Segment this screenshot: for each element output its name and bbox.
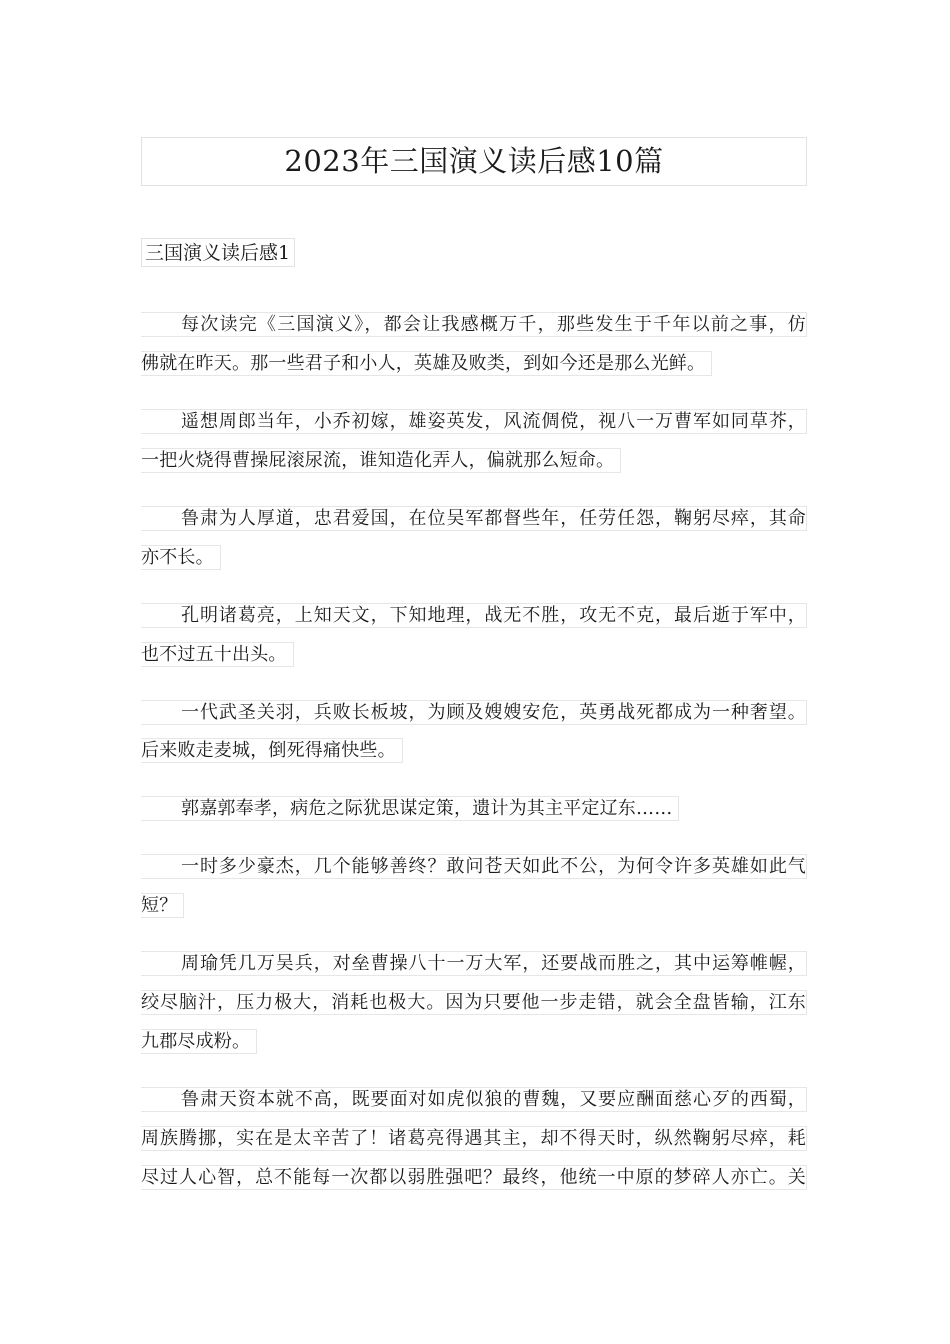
title-box [141, 137, 807, 186]
paragraph-9-line-3: 尽过人心智，总不能每一次都以弱胜强吧？最终，他统一中原的梦碎人亦亡。关 [141, 1167, 806, 1188]
paragraph-6-line-1: 郭嘉郭奉孝，病危之际犹思谋定策，遗计为其主平定辽东…… [141, 796, 679, 821]
paragraph-5-line-1: 一代武圣关羽，兵败长板坡，为顾及嫂嫂安危，英勇战死都成为一种奢望。 [141, 700, 807, 725]
paragraph-4-line-2: 也不过五十出头。 [141, 642, 294, 667]
paragraph-9-line-1: 鲁肃天资本就不高，既要面对如虎似狼的曹魏，又要应酬面慈心歹的西蜀， [141, 1087, 807, 1112]
paragraph-3-line-2: 亦不长。 [141, 545, 221, 570]
paragraph-7-line-2: 短？ [141, 893, 184, 918]
paragraph-4-line-1: 孔明诸葛亮，上知天文，下知地理，战无不胜，攻无不克，最后逝于军中， [141, 603, 807, 628]
paragraph-8-line-2: 绞尽脑汁，压力极大，消耗也极大。因为只要他一步走错，就会全盘皆输，江东 [141, 992, 806, 1013]
paragraph-8-line-3: 九郡尽成粉。 [141, 1029, 257, 1054]
paragraph-1-line-2: 佛就在昨天。那一些君子和小人，英雄及败类，到如今还是那么光鲜。 [141, 351, 712, 376]
paragraph-1-line-1: 每次读完《三国演义》，都会让我感概万千，那些发生于千年以前之事，仿 [141, 312, 807, 337]
paragraph-7-line-1: 一时多少豪杰，几个能够善终？敢问苍天如此不公，为何令许多英雄如此气 [141, 854, 807, 879]
paragraph-8-line-1: 周瑜凭几万吴兵，对垒曹操八十一万大军，还要战而胜之，其中运筹帷幄， [141, 951, 807, 976]
paragraph-3-line-1: 鲁肃为人厚道，忠君爱国，在位吴军都督些年，任劳任怨，鞠躬尽瘁，其命 [141, 506, 807, 531]
paragraph-5-line-2: 后来败走麦城，倒死得痛快些。 [141, 738, 403, 763]
section-heading: 三国演义读后感1 [141, 238, 295, 267]
paragraph-2-line-2: 一把火烧得曹操屁滚尿流，谁知造化弄人，偏就那么短命。 [141, 448, 621, 473]
paragraph-9-line-2: 周族腾挪，实在是太辛苦了！诸葛亮得遇其主，却不得天时，纵然鞠躬尽瘁，耗 [141, 1128, 806, 1149]
document-title: 2023年三国演义读后感10篇 [284, 144, 664, 178]
paragraph-2-line-1: 遥想周郎当年，小乔初嫁，雄姿英发，风流倜傥，视八一万曹军如同草芥， [141, 409, 807, 434]
